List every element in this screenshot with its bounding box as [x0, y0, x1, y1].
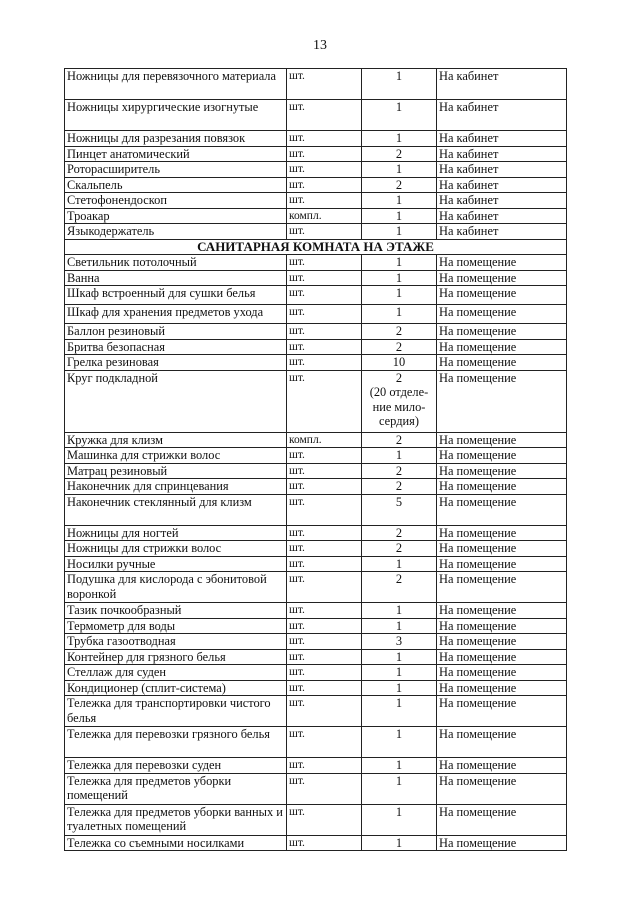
unit-cell: шт.: [287, 69, 362, 100]
unit-cell: компл.: [287, 208, 362, 224]
table-row: [65, 649, 567, 665]
unit-cell: шт.: [287, 463, 362, 479]
quantity-cell: 5: [362, 494, 437, 525]
unit-cell: шт.: [287, 255, 362, 271]
unit-cell: шт.: [287, 324, 362, 340]
table-row: [65, 758, 567, 774]
item-name-cell: Тележка со съемными носилками: [65, 835, 287, 851]
item-name-cell: Тазик почкообразный: [65, 603, 287, 619]
item-name-cell: Машинка для стрижки волос: [65, 448, 287, 464]
item-name-cell: Трубка газоотводная: [65, 634, 287, 650]
section-title: САНИТАРНАЯ КОМНАТА НА ЭТАЖЕ: [65, 239, 567, 255]
placement-cell: На помещение: [437, 324, 567, 340]
unit-cell: шт.: [287, 804, 362, 835]
unit-cell: шт.: [287, 572, 362, 603]
quantity-cell: 2: [362, 177, 437, 193]
placement-cell: На помещение: [437, 286, 567, 305]
quantity-cell: 1: [362, 255, 437, 271]
table-row: [65, 432, 567, 448]
table-row: [65, 193, 567, 209]
table-row: [65, 177, 567, 193]
unit-cell: шт.: [287, 339, 362, 355]
table-row: [65, 804, 567, 835]
placement-cell: На помещение: [437, 541, 567, 557]
unit-cell: шт.: [287, 758, 362, 774]
unit-cell: шт.: [287, 618, 362, 634]
quantity-cell: 1: [362, 773, 437, 804]
placement-cell: На кабинет: [437, 224, 567, 240]
placement-cell: На кабинет: [437, 131, 567, 147]
table-row: [65, 448, 567, 464]
table-row: [65, 224, 567, 240]
quantity-cell: 1: [362, 69, 437, 100]
item-name-cell: Ножницы для перевязочного материала: [65, 69, 287, 100]
item-name-cell: Матрац резиновый: [65, 463, 287, 479]
table-body-sanitary-room: [65, 255, 567, 851]
section-row: [65, 239, 567, 255]
table-row: [65, 835, 567, 851]
quantity-cell: 1: [362, 208, 437, 224]
item-name-cell: Контейнер для грязного белья: [65, 649, 287, 665]
unit-cell: шт.: [287, 525, 362, 541]
unit-cell: шт.: [287, 131, 362, 147]
unit-cell: шт.: [287, 835, 362, 851]
table-row: [65, 541, 567, 557]
quantity-cell: 1: [362, 727, 437, 758]
placement-cell: На помещение: [437, 479, 567, 495]
quantity-cell: 2: [362, 525, 437, 541]
placement-cell: На помещение: [437, 339, 567, 355]
table-row: [65, 305, 567, 324]
quantity-cell: 1: [362, 224, 437, 240]
unit-cell: шт.: [287, 773, 362, 804]
table-row: [65, 286, 567, 305]
item-name-cell: Шкаф встроенный для сушки белья: [65, 286, 287, 305]
table-row: [65, 479, 567, 495]
table-row: [65, 162, 567, 178]
table-row: [65, 131, 567, 147]
placement-cell: На кабинет: [437, 177, 567, 193]
table-row: [65, 618, 567, 634]
unit-cell: компл.: [287, 432, 362, 448]
unit-cell: шт.: [287, 541, 362, 557]
quantity-cell: 2: [362, 432, 437, 448]
table-row: [65, 339, 567, 355]
item-name-cell: Кружка для клизм: [65, 432, 287, 448]
item-name-cell: Скальпель: [65, 177, 287, 193]
unit-cell: шт.: [287, 448, 362, 464]
quantity-cell: 3: [362, 634, 437, 650]
placement-cell: На помещение: [437, 556, 567, 572]
unit-cell: шт.: [287, 162, 362, 178]
table-row: [65, 727, 567, 758]
unit-cell: шт.: [287, 305, 362, 324]
table-row: [65, 69, 567, 100]
item-name-cell: Носилки ручные: [65, 556, 287, 572]
item-name-cell: Подушка для кислорода с эбонитовой воронкой: [65, 572, 287, 603]
placement-cell: На помещение: [437, 835, 567, 851]
quantity-cell: 1: [362, 270, 437, 286]
page-number: 13: [313, 38, 327, 53]
quantity-cell: 1: [362, 448, 437, 464]
unit-cell: шт.: [287, 100, 362, 131]
quantity-cell: 2: [362, 541, 437, 557]
unit-cell: шт.: [287, 193, 362, 209]
unit-cell: шт.: [287, 177, 362, 193]
item-name-cell: Тележка для транспортировки чистого белья: [65, 696, 287, 727]
item-name-cell: Языкодержатель: [65, 224, 287, 240]
quantity-cell: 1: [362, 618, 437, 634]
quantity-cell: 1: [362, 193, 437, 209]
placement-cell: На помещение: [437, 448, 567, 464]
placement-cell: На помещение: [437, 270, 567, 286]
equipment-table: [64, 68, 567, 851]
quantity-cell: 1: [362, 696, 437, 727]
unit-cell: шт.: [287, 649, 362, 665]
quantity-cell: 1: [362, 556, 437, 572]
placement-cell: На помещение: [437, 603, 567, 619]
unit-cell: шт.: [287, 146, 362, 162]
item-name-cell: Тележка для перевозки суден: [65, 758, 287, 774]
unit-cell: шт.: [287, 270, 362, 286]
item-name-cell: Баллон резиновый: [65, 324, 287, 340]
placement-cell: На помещение: [437, 525, 567, 541]
table-row: [65, 494, 567, 525]
quantity-cell: 1: [362, 680, 437, 696]
section-header-group: [65, 239, 567, 255]
item-name-cell: Светильник потолочный: [65, 255, 287, 271]
table-row: [65, 680, 567, 696]
placement-cell: На помещение: [437, 804, 567, 835]
quantity-cell: 1: [362, 758, 437, 774]
item-name-cell: Троакар: [65, 208, 287, 224]
table-row: [65, 255, 567, 271]
quantity-cell: 2: [362, 339, 437, 355]
table-row: [65, 603, 567, 619]
quantity-cell: 2 (20 отделе- ние мило- сердия): [362, 370, 437, 432]
item-name-cell: Ножницы для ногтей: [65, 525, 287, 541]
placement-cell: На кабинет: [437, 146, 567, 162]
item-name-cell: Стетофонендоскоп: [65, 193, 287, 209]
table-row: [65, 270, 567, 286]
placement-cell: На кабинет: [437, 69, 567, 100]
item-name-cell: Грелка резиновая: [65, 355, 287, 371]
placement-cell: На кабинет: [437, 162, 567, 178]
placement-cell: На помещение: [437, 773, 567, 804]
table-row: [65, 100, 567, 131]
table-row: [65, 696, 567, 727]
table-row: [65, 463, 567, 479]
item-name-cell: Кондиционер (сплит-система): [65, 680, 287, 696]
unit-cell: шт.: [287, 603, 362, 619]
placement-cell: На кабинет: [437, 208, 567, 224]
placement-cell: На помещение: [437, 618, 567, 634]
unit-cell: шт.: [287, 634, 362, 650]
unit-cell: шт.: [287, 680, 362, 696]
placement-cell: На помещение: [437, 758, 567, 774]
placement-cell: На кабинет: [437, 100, 567, 131]
item-name-cell: Ножницы для разрезания повязок: [65, 131, 287, 147]
placement-cell: На помещение: [437, 649, 567, 665]
unit-cell: шт.: [287, 696, 362, 727]
quantity-cell: 1: [362, 286, 437, 305]
placement-cell: На помещение: [437, 305, 567, 324]
table-row: [65, 773, 567, 804]
item-name-cell: Бритва безопасная: [65, 339, 287, 355]
unit-cell: шт.: [287, 494, 362, 525]
unit-cell: шт.: [287, 556, 362, 572]
table-row: [65, 370, 567, 432]
quantity-cell: 2: [362, 146, 437, 162]
unit-cell: шт.: [287, 727, 362, 758]
unit-cell: шт.: [287, 355, 362, 371]
unit-cell: шт.: [287, 370, 362, 432]
placement-cell: На помещение: [437, 370, 567, 432]
item-name-cell: Тележка для предметов уборки помещений: [65, 773, 287, 804]
quantity-cell: 1: [362, 100, 437, 131]
quantity-cell: 2: [362, 463, 437, 479]
item-name-cell: Роторасширитель: [65, 162, 287, 178]
placement-cell: На помещение: [437, 572, 567, 603]
quantity-cell: 1: [362, 665, 437, 681]
placement-cell: На помещение: [437, 727, 567, 758]
table-row: [65, 525, 567, 541]
table-row: [65, 208, 567, 224]
unit-cell: шт.: [287, 286, 362, 305]
item-name-cell: Стеллаж для суден: [65, 665, 287, 681]
unit-cell: шт.: [287, 224, 362, 240]
item-name-cell: Ванна: [65, 270, 287, 286]
quantity-cell: 1: [362, 162, 437, 178]
item-name-cell: Ножницы для стрижки волос: [65, 541, 287, 557]
item-name-cell: Тележка для предметов уборки ванных и туалетных помещений: [65, 804, 287, 835]
placement-cell: На помещение: [437, 355, 567, 371]
quantity-cell: 1: [362, 603, 437, 619]
item-name-cell: Шкаф для хранения предметов ухода: [65, 305, 287, 324]
quantity-cell: 1: [362, 131, 437, 147]
quantity-cell: 1: [362, 835, 437, 851]
placement-cell: На помещение: [437, 665, 567, 681]
placement-cell: На кабинет: [437, 193, 567, 209]
item-name-cell: Ножницы хирургические изогнутые: [65, 100, 287, 131]
unit-cell: шт.: [287, 665, 362, 681]
quantity-cell: 1: [362, 804, 437, 835]
table-row: [65, 634, 567, 650]
item-name-cell: Тележка для перевозки грязного белья: [65, 727, 287, 758]
table-row: [65, 665, 567, 681]
quantity-cell: 2: [362, 479, 437, 495]
item-name-cell: Круг подкладной: [65, 370, 287, 432]
placement-cell: На помещение: [437, 255, 567, 271]
placement-cell: На помещение: [437, 494, 567, 525]
quantity-cell: 10: [362, 355, 437, 371]
quantity-cell: 2: [362, 572, 437, 603]
item-name-cell: Наконечник стеклянный для клизм: [65, 494, 287, 525]
quantity-cell: 1: [362, 305, 437, 324]
placement-cell: На помещение: [437, 463, 567, 479]
placement-cell: На помещение: [437, 680, 567, 696]
quantity-cell: 2: [362, 324, 437, 340]
quantity-cell: 1: [362, 649, 437, 665]
unit-cell: шт.: [287, 479, 362, 495]
placement-cell: На помещение: [437, 696, 567, 727]
item-name-cell: Наконечник для спринцевания: [65, 479, 287, 495]
table-row: [65, 556, 567, 572]
item-name-cell: Термометр для воды: [65, 618, 287, 634]
table-row: [65, 146, 567, 162]
table-row: [65, 324, 567, 340]
placement-cell: На помещение: [437, 634, 567, 650]
table-row: [65, 355, 567, 371]
item-name-cell: Пинцет анатомический: [65, 146, 287, 162]
placement-cell: На помещение: [437, 432, 567, 448]
table-row: [65, 572, 567, 603]
table-body-cabinet: [65, 69, 567, 240]
